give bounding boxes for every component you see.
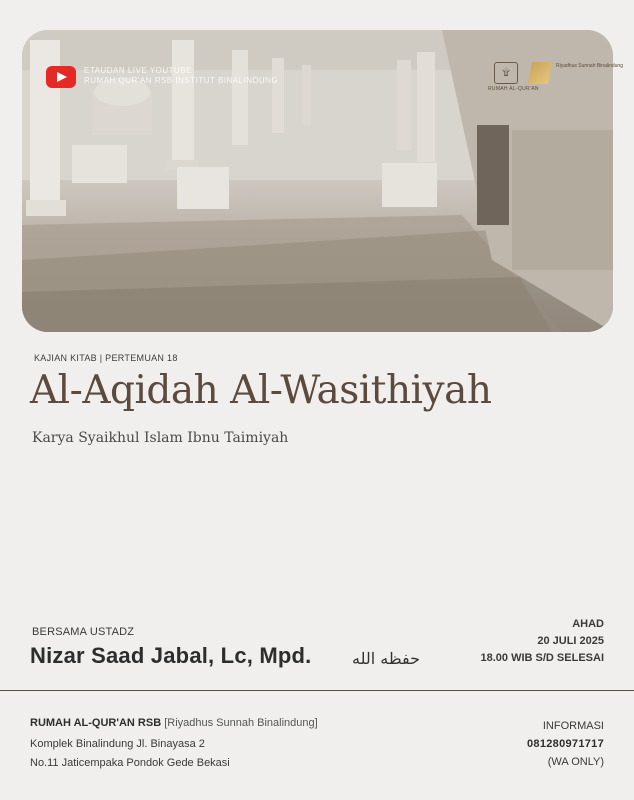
- event-day: AHAD: [572, 618, 604, 630]
- youtube-caption: [84, 66, 278, 86]
- youtube-caption-line2: RUMAH QUR'AN RSB INSTITUT BINALINDUNG: [84, 76, 279, 85]
- venue-address-line1: Komplek Binalindung Jl. Binayasa 2: [30, 738, 205, 750]
- venue-name-sub: [Riyadhus Sunnah Binalindung]: [164, 717, 318, 729]
- contact-note: (WA ONLY): [547, 756, 604, 768]
- rsb-logo: [528, 62, 552, 84]
- divider: [0, 690, 634, 691]
- event-time: 18.00 WIB S/D SELESAI: [480, 652, 604, 664]
- venue-address-line2: No.11 Jaticempaka Pondok Gede Bekasi: [30, 757, 230, 769]
- venue-name: [30, 717, 318, 729]
- contact-label: INFORMASI: [542, 720, 604, 732]
- speaker-name: Nizar Saad Jabal, Lc, Mpd.: [30, 643, 312, 668]
- event-date: 20 JULI 2025: [537, 635, 604, 647]
- book-author: Karya Syaikhul Islam Ibnu Taimiyah: [32, 430, 289, 446]
- rumah-quran-logo-caption: RUMAH AL-QUR'AN: [488, 86, 539, 92]
- speaker-label: BERSAMA USTADZ: [32, 626, 135, 638]
- venue-name-main: RUMAH AL-QUR'AN RSB: [30, 717, 162, 729]
- youtube-caption-line1: ETAUDAN LIVE YOUTUBE: [84, 66, 192, 75]
- rsb-logo-caption: Riyadhus Sunnah Binalindung: [556, 63, 623, 69]
- book-title: Al-Aqidah Al-Wasithiyah: [30, 368, 492, 413]
- speaker-honorific: حفظه الله: [352, 649, 420, 668]
- contact-phone: 081280971717: [526, 738, 604, 750]
- series-label: KAJIAN KITAB | PERTEMUAN 18: [34, 353, 178, 363]
- rumah-quran-logo: ۩: [494, 62, 518, 84]
- youtube-icon: [46, 66, 76, 88]
